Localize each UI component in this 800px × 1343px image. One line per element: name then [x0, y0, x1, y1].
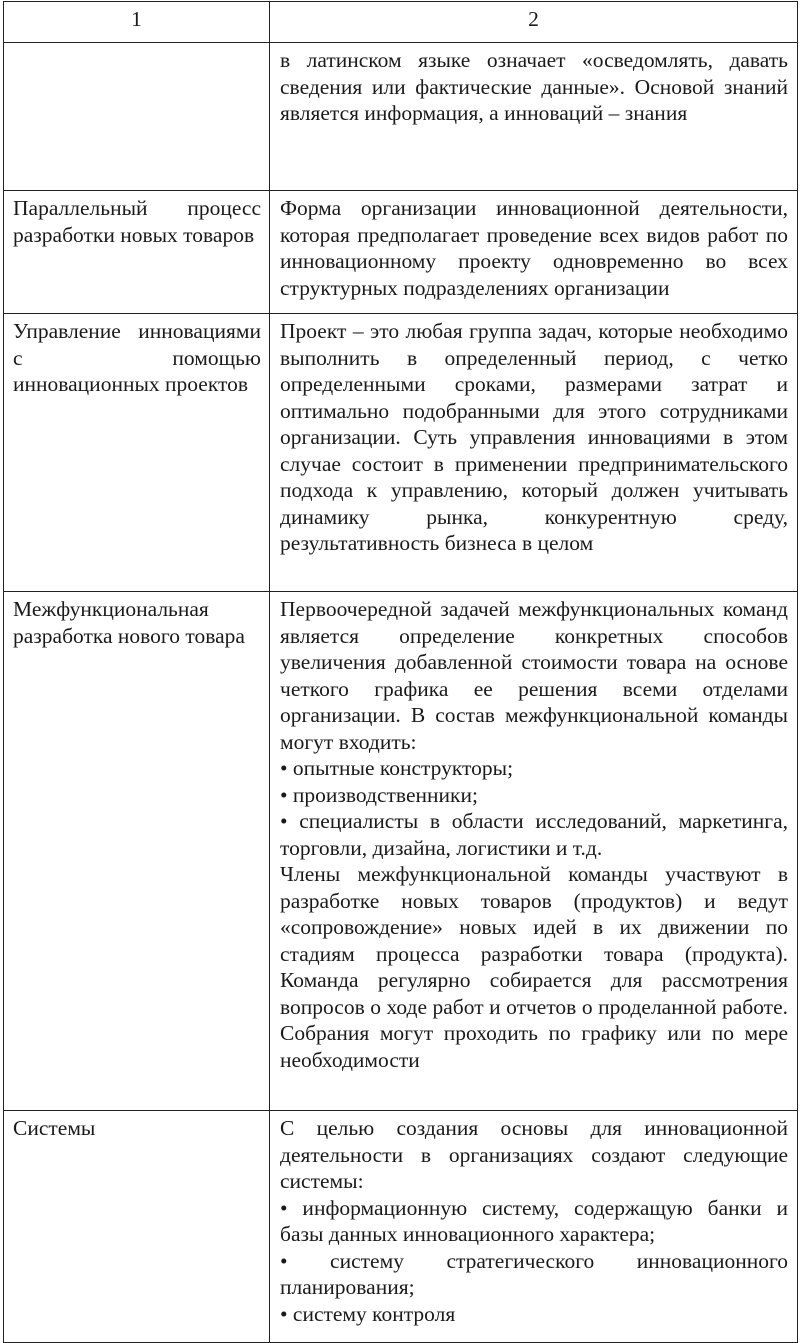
term-text: Системы: [13, 1116, 96, 1140]
definition-bullet: • производственники;: [280, 782, 478, 807]
term-cell: [4, 592, 270, 1111]
definition-text: Форма организации инновационной деятельности, которая предполагает проведение всех видов работ по инновационному проекту одновременно во всех структурных подразделениях организации: [280, 196, 788, 300]
definition-cell: [270, 592, 798, 1111]
term-cell: [4, 191, 270, 314]
column-header-1: 1: [4, 2, 270, 43]
term-cell: [4, 43, 270, 191]
definition-cell: [270, 191, 798, 314]
term-cell: [4, 314, 270, 592]
definition-cell: [270, 43, 798, 191]
definition-paragraph: С целью создания основы для инновационной деятельности в организациях создают следующие системы:: [280, 1116, 788, 1193]
term-text: Межфункциональная разработка нового товара: [13, 597, 245, 648]
definition-bullet: • систему стратегического инновационного планирования;: [280, 1248, 788, 1299]
table-row: [4, 314, 798, 592]
definition-cell: [270, 314, 798, 592]
definition-bullet: • опытные конструкторы;: [280, 756, 514, 780]
definition-text: в латинском языке означает «осведомлять, давать сведения или фактические данные». Основой знаний является информация, а инноваций – знания: [280, 48, 788, 125]
definition-paragraph: Члены межфункциональной команды участвуют в разработке новых товаров (продуктов) и ведут «сопровождение» новых идей в их движении по стадиям процесса разработки товара (продукта). Команда регулярно собирается для рассмотрения вопросов о ходе работ и отчетов о проделанной работе. Собрания могут проходить по графику или по мере необходимости: [280, 862, 788, 1072]
table-row: [4, 1111, 798, 1343]
definitions-table: [3, 1, 798, 1343]
table-row: [4, 592, 798, 1111]
definition-bullet: • специалисты в области исследований, маркетинга, торговли, дизайна, логистики и т.д.: [280, 809, 788, 860]
definition-text: Проект – это любая группа задач, которые необходимо выполнить в определенный период, с четко определенными сроками, размерами затрат и оптимально подобранными для этого сотрудниками организации. Суть управления инновациями в этом случае состоит в применении предпринимательского подхода к управлению, который должен учитывать динамику рынка, конкурентную среду, результативность бизнеса в целом: [280, 319, 788, 555]
header-row: [4, 2, 798, 43]
term-text: Параллельный процесс разработки новых товаров: [13, 196, 261, 247]
definition-bullet: • информационную систему, содержащую банки и базы данных инновационного характера;: [280, 1195, 788, 1246]
table-row: [4, 43, 798, 191]
column-header-2: 2: [270, 2, 798, 43]
definition-cell: [270, 1111, 798, 1343]
term-cell: [4, 1111, 270, 1343]
definition-bullet: • систему контроля: [280, 1301, 456, 1326]
definition-paragraph: Первоочередной задачей межфункциональных команд является определение конкретных способов увеличения добавленной стоимости товара на основе четкого графика ее решения всеми отделами организации. В состав межфункциональной команды могут входить:: [280, 597, 788, 754]
table-row: [4, 191, 798, 314]
term-text: Управление инновациями с помощью инновационных проектов: [13, 319, 261, 396]
